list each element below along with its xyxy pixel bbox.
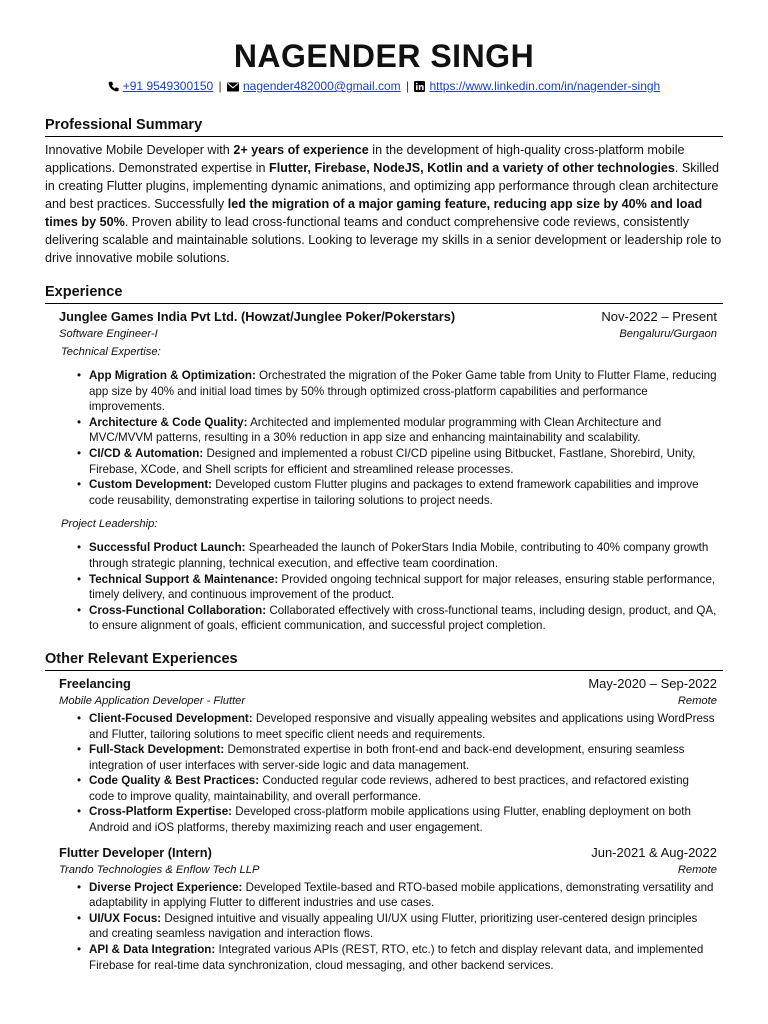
bullet-text: Developed Textile-based and RTO-based mobile applications, demonstrating versatility and adaptability in applying Flutter to different industries and use cases. bbox=[89, 880, 714, 910]
company-name: Junglee Games India Pvt Ltd. (Howzat/Junglee Poker/Pokerstars) bbox=[59, 309, 456, 324]
tech-expertise-list bbox=[59, 368, 717, 508]
envelope-icon bbox=[227, 80, 239, 96]
job-date: Nov-2022 – Present bbox=[601, 309, 717, 324]
bullet-item bbox=[89, 446, 717, 477]
experience-section-title: Experience bbox=[45, 283, 723, 304]
email-link[interactable]: nagender482000@gmail.com bbox=[243, 79, 401, 93]
bullet-list bbox=[59, 880, 717, 974]
phone-link[interactable]: +91 9549300150 bbox=[122, 79, 214, 93]
tech-expertise-label: Technical Expertise: bbox=[61, 346, 161, 358]
contact-line bbox=[45, 78, 723, 96]
bullet-item bbox=[89, 911, 717, 942]
project-leadership-label: Project Leadership: bbox=[61, 518, 158, 531]
bullet-heading: API & Data Integration: bbox=[89, 943, 216, 957]
bullet-text: Developed custom Flutter plugins and packages to extend framework capabilities and improve code reusability, demonstrating expertise in tailoring solutions to project needs. bbox=[89, 478, 699, 507]
bullet-heading: Cross-Platform Expertise: bbox=[89, 805, 233, 819]
summary-paragraph bbox=[45, 141, 723, 267]
linkedin-icon bbox=[414, 80, 425, 96]
job-role: Trando Technologies & Enflow Tech LLP bbox=[59, 863, 260, 876]
bullet-item bbox=[89, 942, 717, 973]
job-location: Bengaluru/Gurgaon bbox=[619, 328, 717, 340]
bullet-text: Developed cross-platform mobile applications using Flutter, enabling deployment on both Android and iOS platforms, thereby maximizing reach and user engagement. bbox=[89, 805, 691, 835]
bullet-heading: Technical Support & Maintenance: bbox=[89, 572, 279, 586]
bullet-heading: CI/CD & Automation: bbox=[89, 446, 204, 460]
bullet-list bbox=[59, 711, 717, 836]
job-role: Mobile Application Developer - Flutter bbox=[59, 694, 246, 707]
other-experience-list bbox=[45, 675, 723, 973]
bullet-heading: UI/UX Focus: bbox=[89, 911, 162, 925]
summary-section-title: Professional Summary bbox=[45, 116, 723, 137]
bullet-heading: Client-Focused Development: bbox=[89, 711, 253, 725]
bullet-item bbox=[89, 711, 717, 742]
summary-text: in the development of high-quality cross-platform mobile applications. Demonstrated expertise in bbox=[45, 143, 685, 175]
other-experience-section-title: Other Relevant Experiences bbox=[45, 650, 723, 671]
bullet-text: Collaborated effectively with cross-functional teams, including design, product, and QA, to ensure alignment of goals, efficient communication, and successful project completion. bbox=[89, 603, 717, 633]
separator: | bbox=[405, 79, 410, 93]
company-name: Flutter Developer (Intern) bbox=[59, 844, 212, 860]
project-leadership-list bbox=[59, 540, 717, 634]
linkedin-link[interactable]: https://www.linkedin.com/in/nagender-singh bbox=[429, 79, 661, 93]
summary-highlight: led the migration of a major gaming feature, reducing app size by 40% and load times by 50% bbox=[45, 197, 703, 229]
bullet-heading: Cross-Functional Collaboration: bbox=[89, 603, 267, 617]
summary-text: . Skilled in creating Flutter plugins, implementing dynamic animations, and optimizing app performance through clean architecture and best practices. Successfully bbox=[45, 161, 720, 211]
job-location: Remote bbox=[677, 694, 717, 707]
bullet-item bbox=[89, 477, 717, 508]
separator: | bbox=[218, 79, 222, 93]
bullet-heading: App Migration & Optimization: bbox=[89, 369, 256, 382]
summary-text: Innovative Mobile Developer with bbox=[45, 143, 234, 157]
job-location: Remote bbox=[677, 863, 717, 876]
bullet-text: Designed intuitive and visually appealing UI/UX using Flutter, prioritizing user-centered design principles and creating seamless navigation and interaction flows. bbox=[89, 911, 698, 941]
bullet-text: Architected and implemented modular programming with Clean Architecture and MVC/MVVM patterns, resulting in a 30% reduction in app size and enhancing maintainability and scalability. bbox=[89, 415, 662, 445]
bullet-text: Demonstrated expertise in both front-end and back-end development, ensuring seamless integration of user interfaces with server-side logic and data management. bbox=[89, 743, 685, 772]
bullet-text: Conducted regular code reviews, adhered to best practices, and refactored existing code to improve quality, maintainability, and overall performance. bbox=[89, 774, 689, 803]
summary-highlight: 2+ years of experience bbox=[233, 143, 369, 157]
bullet-item bbox=[89, 880, 717, 911]
bullet-heading: Diverse Project Experience: bbox=[89, 880, 243, 894]
job-role: Software Engineer-I bbox=[59, 328, 158, 340]
candidate-name: NAGENDER SINGH bbox=[233, 38, 535, 74]
summary-highlight: Flutter, Firebase, NodeJS, Kotlin and a variety of other technologies bbox=[269, 161, 675, 175]
job-date: May-2020 – Sep-2022 bbox=[588, 675, 717, 691]
experience-entry bbox=[45, 308, 723, 634]
summary-text: . Proven ability to lead cross-functional teams and conduct comprehensive code reviews, consistently delivering scalable and maintainable solutions. Looking to leverage my skills in a senior development or leadership role to drive innovative mobile solutions. bbox=[45, 215, 722, 265]
bullet-text: Developed responsive and visually appealing websites and applications using WordPress and Flutter, tailoring solutions to meet specific client needs and requirements. bbox=[89, 711, 715, 741]
bullet-text: Provided ongoing technical support for major releases, ensuring stable performance, timely delivery, and continuous improvement of the product. bbox=[89, 572, 716, 602]
bullet-heading: Successful Product Launch: bbox=[89, 541, 246, 555]
bullet-item bbox=[89, 603, 717, 634]
bullet-item bbox=[89, 415, 717, 446]
bullet-item bbox=[89, 742, 717, 773]
bullet-heading: Custom Development: bbox=[89, 478, 213, 492]
bullet-item bbox=[89, 804, 717, 835]
bullet-heading: Full-Stack Development: bbox=[89, 743, 225, 757]
bullet-item bbox=[89, 572, 717, 603]
other-experience-entry bbox=[45, 675, 723, 836]
bullet-text: Integrated various APIs (REST, RTO, etc.) to fetch and display relevant data, and implemented Firebase for real-time data synchronization, cloud messaging, and other backend services. bbox=[89, 943, 704, 972]
bullet-heading: Code Quality & Best Practices: bbox=[89, 774, 260, 788]
job-date: Jun-2021 & Aug-2022 bbox=[591, 844, 717, 860]
bullet-text: Designed and implemented a robust CI/CD pipeline using Bitbucket, Fastlane, Shorebird, Unity, Firebase, XCode, and Shell scripts for efficient and streamlined release processes. bbox=[89, 446, 696, 476]
phone-icon bbox=[108, 80, 119, 96]
bullet-heading: Architecture & Code Quality: bbox=[89, 415, 248, 429]
bullet-item bbox=[89, 540, 717, 571]
bullet-text: Spearheaded the launch of PokerStars India Mobile, contributing to 40% company growth through strategic planning, technical execution, and effective team coordination. bbox=[89, 541, 709, 570]
bullet-item bbox=[89, 773, 717, 804]
company-name: Freelancing bbox=[59, 675, 131, 691]
bullet-text: Orchestrated the migration of the Poker Game table from Unity to Flutter Flame, reducing app size by 40% and initial load times by 50% through optimized cross-platform capabilities and performance improvements. bbox=[89, 369, 717, 414]
other-experience-entry bbox=[45, 844, 723, 974]
bullet-item bbox=[89, 368, 717, 415]
